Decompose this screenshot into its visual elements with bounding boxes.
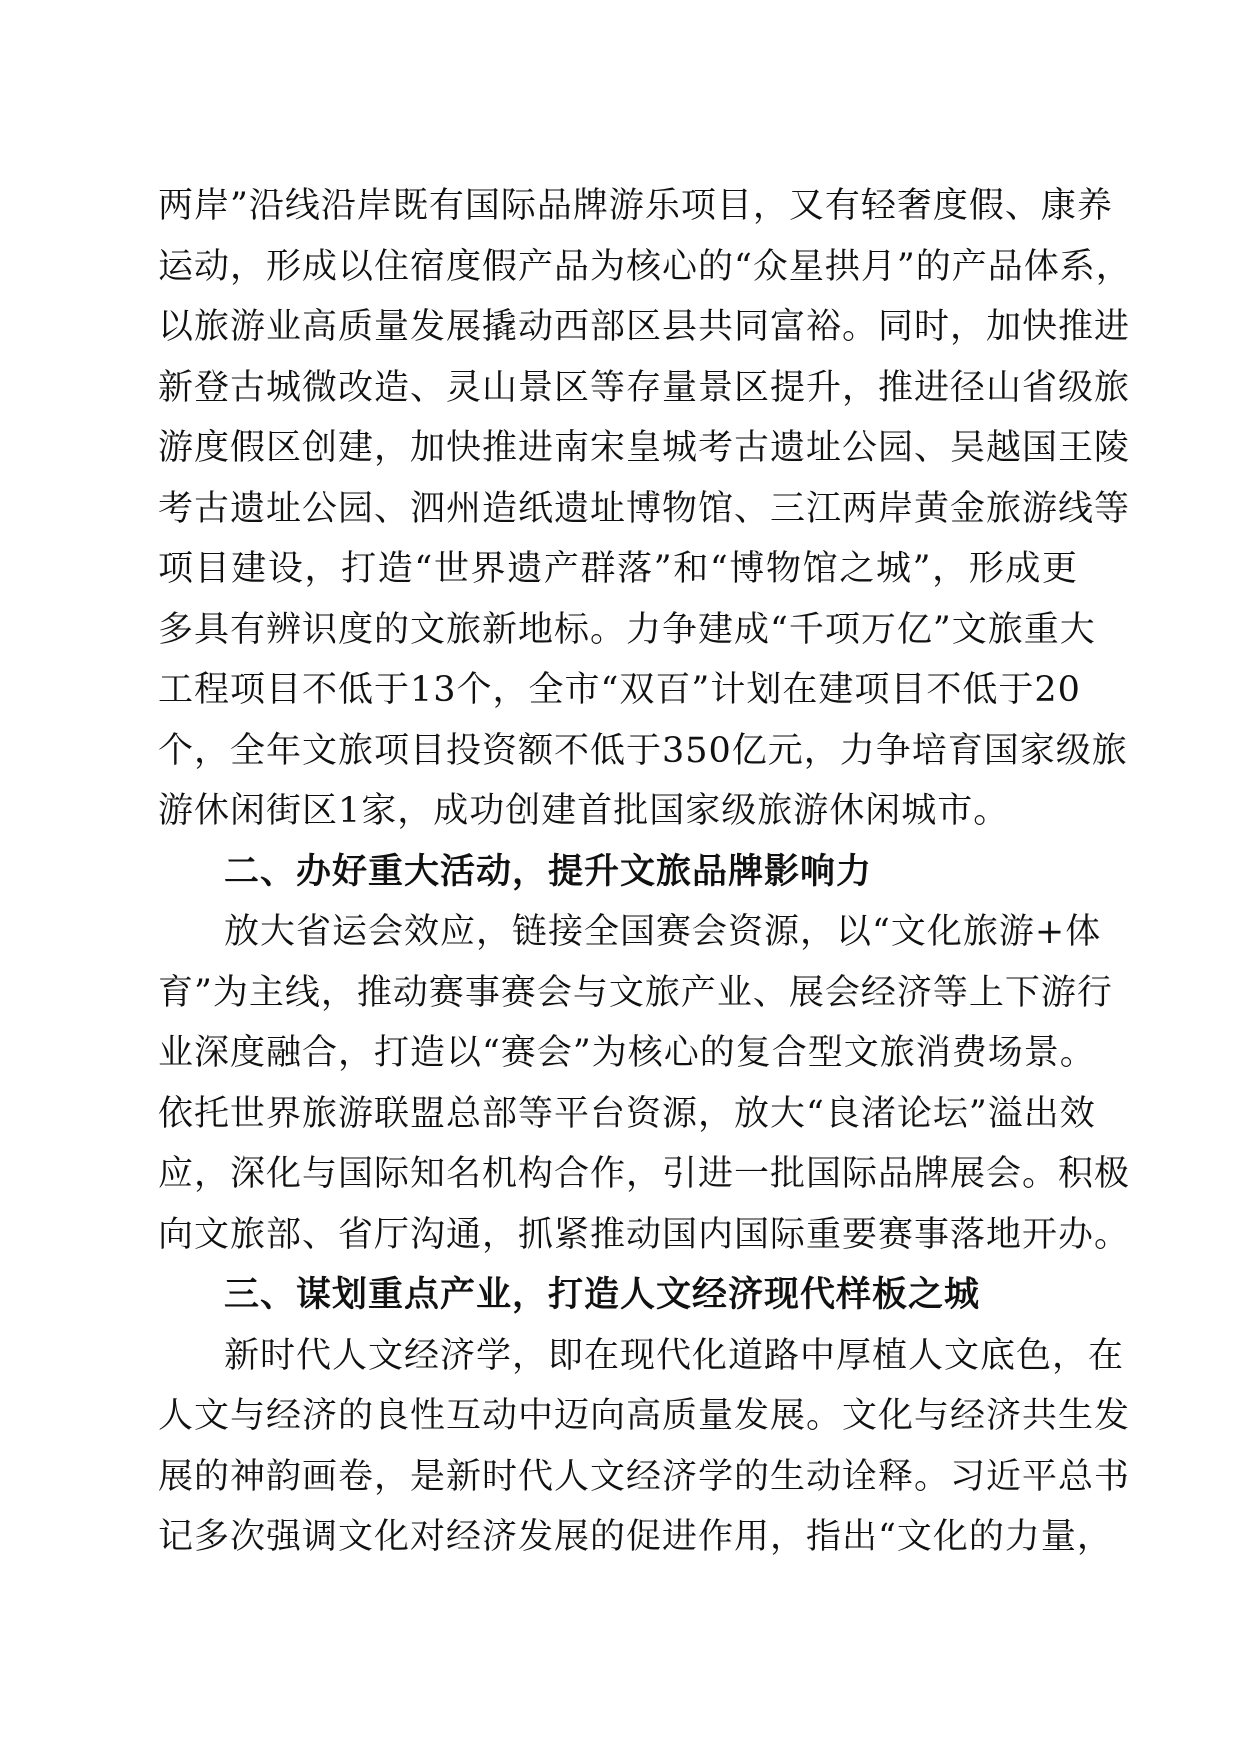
text-line: 以旅游业高质量发展撬动西部区县共同富裕。同时，加快推进: [158, 307, 1131, 347]
text-line: 运动，形成以住宿度假产品为核心的“众星拱月”的产品体系，: [158, 246, 1132, 287]
text-line: 考古遗址公园、泗州造纸遗址博物馆、三江两岸黄金旅游线等: [158, 488, 1131, 529]
section-heading: 三、谋划重点产业，打造人文经济现代样板之城: [224, 1275, 981, 1315]
text-line: 记多次强调文化对经济发展的促进作用，指出“文化的力量，: [158, 1517, 1113, 1557]
text-line: 人文与经济的良性互动中迈向高质量发展。文化与经济共生发: [158, 1396, 1131, 1436]
text-line: 育”为主线，推动赛事赛会与文旅产业、展会经济等上下游行: [158, 972, 1113, 1013]
paragraph-first-line: 新时代人文经济学，即在现代化道路中厚植人文底色，在: [224, 1335, 1125, 1376]
text-line: 新登古城微改造、灵山景区等存量景区提升，推进径山省级旅: [158, 367, 1131, 408]
text-line: 业深度融合，打造以“赛会”为核心的复合型文旅消费场景。: [158, 1033, 1096, 1073]
paragraph-first-line: 放大省运会效应，链接全国赛会资源，以“文化旅游+体: [224, 912, 1102, 952]
text-line: 游度假区创建，加快推进南宋皇城考古遗址公园、吴越国王陵: [158, 428, 1131, 468]
text-line: 工程项目不低于13个，全市“双百”计划在建项目不低于20: [158, 670, 1081, 710]
text-line: 依托世界旅游联盟总部等平台资源，放大“良渚论坛”溢出效: [158, 1093, 1096, 1134]
text-line: 应，深化与国际知名机构合作，引进一批国际品牌展会。积极: [158, 1154, 1131, 1194]
text-line: 个，全年文旅项目投资额不低于350亿元，力争培育国家级旅: [158, 730, 1128, 771]
section-heading: 二、办好重大活动，提升文旅品牌影响力: [224, 851, 873, 892]
text-line: 向文旅部、省厅沟通，抓紧推动国内国际重要赛事落地开办。: [158, 1214, 1131, 1255]
text-line: 多具有辨识度的文旅新地标。力争建成“千项万亿”文旅重大: [158, 609, 1096, 650]
text-line: 游休闲街区1家，成功创建首批国家级旅游休闲城市。: [158, 791, 1010, 831]
text-line: 两岸”沿线沿岸既有国际品牌游乐项目，又有轻奢度假、康养: [158, 186, 1113, 226]
text-line: 展的神韵画卷，是新时代人文经济学的生动诠释。习近平总书: [158, 1456, 1131, 1497]
text-line: 项目建设，打造“世界遗产群落”和“博物馆之城”，形成更: [158, 549, 1078, 589]
document-body: [158, 176, 1132, 1568]
